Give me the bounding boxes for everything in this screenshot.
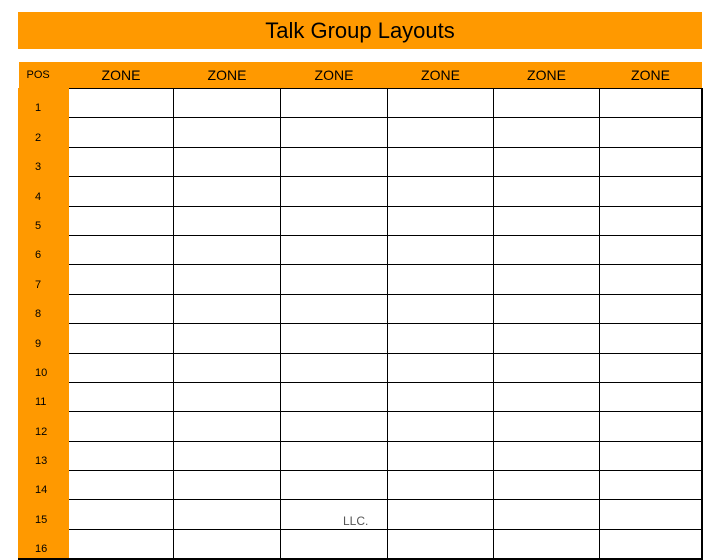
zone-cell[interactable]	[388, 471, 494, 500]
zone-cell[interactable]	[174, 471, 281, 500]
position-number: 1	[19, 89, 69, 118]
zone-cell[interactable]	[388, 441, 494, 470]
table-row	[19, 441, 702, 470]
position-number: 8	[19, 294, 69, 323]
zone-cell[interactable]	[69, 353, 174, 382]
zone-cell[interactable]	[600, 265, 702, 294]
zone-cell[interactable]	[69, 235, 174, 264]
zone-cell[interactable]	[388, 235, 494, 264]
zone-cell[interactable]	[600, 441, 702, 470]
position-number: 7	[19, 265, 69, 294]
zone-cell[interactable]	[174, 382, 281, 411]
zone-cell[interactable]	[388, 529, 494, 559]
zone-cell[interactable]	[494, 177, 600, 206]
zone-cell[interactable]	[388, 324, 494, 353]
zone-cell[interactable]	[494, 471, 600, 500]
zone-cell[interactable]	[494, 206, 600, 235]
position-number: 16	[19, 529, 69, 559]
position-number: 11	[19, 382, 69, 411]
zone-cell[interactable]	[281, 382, 388, 411]
zone-cell[interactable]	[174, 294, 281, 323]
zone-cell[interactable]	[600, 500, 702, 529]
zone-cell[interactable]	[600, 235, 702, 264]
zone-cell[interactable]	[600, 353, 702, 382]
zone-cell[interactable]	[494, 441, 600, 470]
zone-cell[interactable]	[494, 147, 600, 176]
zone-cell[interactable]	[281, 324, 388, 353]
zone-cell[interactable]	[281, 500, 388, 529]
zone-cell[interactable]	[174, 265, 281, 294]
zone-cell[interactable]	[494, 265, 600, 294]
zone-cell[interactable]	[600, 529, 702, 559]
zone-header: ZONE	[69, 62, 174, 89]
zone-cell[interactable]	[600, 177, 702, 206]
zone-cell[interactable]	[600, 412, 702, 441]
zone-cell[interactable]	[281, 206, 388, 235]
zone-cell[interactable]	[69, 177, 174, 206]
table-row	[19, 177, 702, 206]
position-number: 14	[19, 471, 69, 500]
zone-cell[interactable]	[388, 89, 494, 118]
zone-cell[interactable]	[69, 500, 174, 529]
zone-cell[interactable]	[69, 382, 174, 411]
zone-cell[interactable]	[174, 118, 281, 147]
zone-cell[interactable]	[494, 500, 600, 529]
footer-text: LLC.	[343, 514, 369, 528]
position-number: 5	[19, 206, 69, 235]
position-number: 3	[19, 147, 69, 176]
zone-cell[interactable]	[281, 441, 388, 470]
zone-cell[interactable]	[494, 324, 600, 353]
zone-header: ZONE	[281, 62, 388, 89]
table-row	[19, 353, 702, 382]
zone-cell[interactable]	[69, 412, 174, 441]
table-row	[19, 235, 702, 264]
position-number: 13	[19, 441, 69, 470]
zone-cell[interactable]	[281, 353, 388, 382]
zone-cell[interactable]	[281, 265, 388, 294]
zone-cell[interactable]	[600, 118, 702, 147]
table-row	[19, 471, 702, 500]
zone-cell[interactable]	[494, 118, 600, 147]
zone-cell[interactable]	[494, 294, 600, 323]
zone-cell[interactable]	[494, 529, 600, 559]
zone-header: ZONE	[494, 62, 600, 89]
zone-cell[interactable]	[69, 118, 174, 147]
zone-cell[interactable]	[174, 324, 281, 353]
zone-cell[interactable]	[388, 118, 494, 147]
zone-cell[interactable]	[494, 382, 600, 411]
zone-header: ZONE	[600, 62, 702, 89]
zone-cell[interactable]	[174, 89, 281, 118]
zone-cell[interactable]	[174, 177, 281, 206]
zone-cell[interactable]	[494, 89, 600, 118]
table-row	[19, 147, 702, 176]
zone-cell[interactable]	[600, 382, 702, 411]
zone-cell[interactable]	[174, 412, 281, 441]
zone-cell[interactable]	[174, 353, 281, 382]
zone-cell[interactable]	[69, 89, 174, 118]
zone-cell[interactable]	[69, 324, 174, 353]
table-body	[19, 89, 702, 560]
zone-header: ZONE	[174, 62, 281, 89]
page-title: Talk Group Layouts	[265, 17, 455, 43]
zone-cell[interactable]	[600, 89, 702, 118]
position-number: 15	[19, 500, 69, 529]
zone-cell[interactable]	[388, 294, 494, 323]
zone-cell[interactable]	[281, 118, 388, 147]
zone-cell[interactable]	[388, 500, 494, 529]
zone-cell[interactable]	[69, 294, 174, 323]
zone-cell[interactable]	[600, 324, 702, 353]
pos-header: POS	[19, 62, 69, 89]
position-number: 10	[19, 353, 69, 382]
zone-cell[interactable]	[174, 500, 281, 529]
zone-cell[interactable]	[281, 294, 388, 323]
position-number: 6	[19, 235, 69, 264]
zone-cell[interactable]	[388, 206, 494, 235]
zone-cell[interactable]	[494, 235, 600, 264]
header-row	[19, 62, 702, 89]
position-number: 12	[19, 412, 69, 441]
zone-cell[interactable]	[388, 353, 494, 382]
zone-cell[interactable]	[174, 147, 281, 176]
talk-group-table	[18, 62, 703, 560]
zone-cell[interactable]	[388, 412, 494, 441]
zone-cell[interactable]	[388, 265, 494, 294]
zone-cell[interactable]	[281, 235, 388, 264]
table-row	[19, 412, 702, 441]
zone-cell[interactable]	[281, 471, 388, 500]
zone-cell[interactable]	[600, 147, 702, 176]
zone-cell[interactable]	[281, 89, 388, 118]
table-row	[19, 529, 702, 559]
table-row	[19, 294, 702, 323]
zone-cell[interactable]	[281, 529, 388, 559]
table-row	[19, 89, 702, 118]
zone-header: ZONE	[388, 62, 494, 89]
position-number: 9	[19, 324, 69, 353]
zone-cell[interactable]	[600, 206, 702, 235]
zone-cell[interactable]	[281, 412, 388, 441]
zone-cell[interactable]	[69, 206, 174, 235]
zone-cell[interactable]	[69, 147, 174, 176]
zone-cell[interactable]	[69, 441, 174, 470]
zone-cell[interactable]	[174, 206, 281, 235]
position-number: 2	[19, 118, 69, 147]
table-row	[19, 324, 702, 353]
table-row	[19, 265, 702, 294]
zone-cell[interactable]	[388, 382, 494, 411]
zone-cell[interactable]	[388, 177, 494, 206]
zone-cell[interactable]	[174, 441, 281, 470]
zone-cell[interactable]	[388, 147, 494, 176]
table-row	[19, 382, 702, 411]
zone-cell[interactable]	[174, 235, 281, 264]
zone-cell[interactable]	[69, 529, 174, 559]
position-number: 4	[19, 177, 69, 206]
title-bar	[18, 12, 702, 49]
zone-cell[interactable]	[174, 529, 281, 559]
zone-cell[interactable]	[69, 471, 174, 500]
zone-cell[interactable]	[600, 294, 702, 323]
zone-cell[interactable]	[69, 265, 174, 294]
zone-cell[interactable]	[281, 177, 388, 206]
zone-cell[interactable]	[600, 471, 702, 500]
table-row	[19, 206, 702, 235]
zone-cell[interactable]	[494, 353, 600, 382]
table-row	[19, 118, 702, 147]
zone-cell[interactable]	[494, 412, 600, 441]
zone-cell[interactable]	[281, 147, 388, 176]
